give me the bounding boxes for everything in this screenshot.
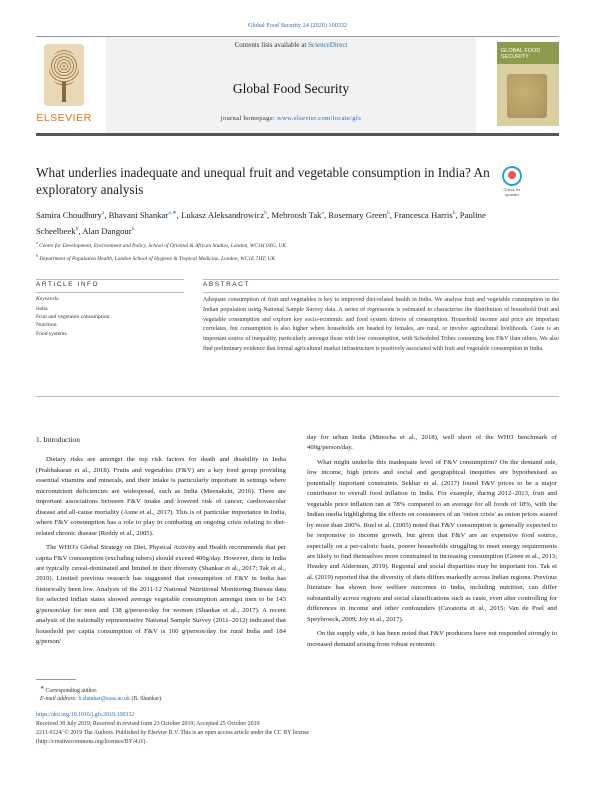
publisher-logo-text: ELSEVIER [36, 112, 92, 124]
body-paragraph: day for urban India (Minocha et al., 2018), well short of the WHO benchmark of 400g/person/day. [307, 434, 557, 452]
author-list: Samira Choudhury$^a$, Bhavani Shankar$^{a,∗}$, Lukasz Aleksandrowicz$^b$, Mehroosh Tak$^a$, Rosemary Green$^b$, Francesca Harris$^b$, Pauline Scheelbeek$^b$, Alan Dangour$^b$ [36, 209, 486, 236]
homepage-link[interactable]: www.elsevier.com/locate/gfs [277, 115, 362, 122]
journal-title: Global Food Security [232, 81, 350, 96]
abstract-bottom-rule [36, 396, 559, 397]
keywords-list [36, 305, 109, 338]
author[interactable]: Lukasz Aleksandrowicz$^b$ [181, 209, 268, 220]
keyword: Nutrition [36, 322, 57, 329]
body-column-left [36, 435, 286, 652]
affiliations [36, 238, 536, 264]
author[interactable]: Rosemary Green$^b$ [328, 209, 390, 220]
journal-homepage [106, 115, 476, 122]
body-paragraph: What might underlie this inadequate level of F&V consumption? On the demand side, low income, high prices and social and geographical inequities are hypothesised as potentially important constraints. Sekhar et al. (2017) found F&V prices to be a major contributor to overall food inflation in India. For example, during 2012–2013, fruit and vegetable price inflation ran at 78% compared to an average for all foods of 18%, with the Indian media highlighting the effects on consumers of an 'onion crisis' as onion prices soared by more than 200%. Ruel et al. (2005) noted that F&V consumption is generally expected to be responsive to income growth, but given that F&V are an expensive food source, especially on a per-caloric basis, poorer households struggling to meet energy requirements are likely to find themselves more constrained in increasing consumption (Green et al., 2013; Headey and Alderman, 2019). Regional and social disparities may be important too. Tak et al. (2019) reported that the diversity of diets differs markedly across Indian regions. Previous literature has shown how welfare outcomes in India, including nutrition, can differ substantially across regions and social classifications such as caste, even after controlling for differences in income and other confounders (Cavatorta et al., 2015; Van de Poel and Speybroeck, 2009; Joy et al., 2017). [307, 458, 557, 623]
journal-masthead [36, 36, 559, 136]
article-info-rule [36, 279, 184, 280]
affiliation: $^b$ Department of Population Health, London School of Hygiene & Tropical Medicine, London, WC1E 7HT, UK [36, 252, 276, 262]
contents-prefix: Contents lists available at [234, 41, 309, 49]
article-dates: Received 30 July 2019; Received in revised form 23 October 2019; Accepted 25 October 2019 [36, 720, 260, 727]
author[interactable]: Alan Dangour$^b$ [82, 225, 135, 236]
email-label: E-mail address: [40, 696, 77, 703]
license-url[interactable]: (http://creativecommons.org/licenses/BY/4.0/). [36, 738, 147, 745]
corresponding-author-footnote [40, 685, 163, 704]
article-metadata [36, 711, 456, 747]
cover-title: GLOBAL FOOD SECURITY [501, 48, 541, 60]
running-header[interactable]: Global Food Security 24 (2020) 100332 [247, 22, 348, 29]
abstract-rule-lower [203, 292, 559, 293]
body-paragraph: Dietary risks are amongst the top risk factors for death and disability in India (Prabhakaran et al., 2018). Fruits and vegetables (F&V) are a key food group providing essential vitamins and minerals, and their intake is particularly important in settings where micronutrient deficiencies are widespread, such as India (Meenakshi, 2016). There are important associations between F&V intake and lowered risk of cancer, cardiovascular disease and all-cause mortality (Aune et al., 2017). This is of particular importance in India, where F&V consumption has a role to play in combating an ongoing crisis relating to diet-related chronic disease (Reddy et al., 2005). [36, 456, 286, 537]
affiliation: $^a$ Centre for Development, Environment and Policy, School of Oriental & African Studies, London, WC1H 0XG, UK [36, 240, 286, 249]
crossmark-icon [502, 166, 522, 186]
author[interactable]: Samira Choudhury$^a$ [36, 209, 105, 220]
crossmark-label: Check for updates [503, 187, 521, 197]
homepage-prefix: journal homepage: [220, 115, 278, 122]
elsevier-logo [36, 42, 92, 126]
email-link[interactable]: b.shankar@soas.ac.uk [78, 696, 130, 703]
keywords-label: Keywords: [36, 296, 61, 302]
keyword: Fruit and vegetable consumption [36, 314, 110, 321]
body-paragraph: The WHO's Global Strategy on Diet, Physical Activity and Health recommends that per capita F&V consumption (excluding tubers) should exceed 400g/day. However, diets in India are typically cereal-dominated and limited in their diversity (Shankar et al., 2017; Tak et al., 2019). Limited previous research has suggested that consumption of F&V in India has historically been low. Analysis of the 2011-12 National Nutritional Monitoring Bureau data for selected Indian states showed average vegetable consumption amongst men to be 143 g/person/day for men and 138 g/person/day for women (Shankar et al., 2017). A recent analysis of the nationally representative National Sample Survey (2011–2012) indicated that household per capita consumption of F&V is 160 g/person/day for rural India and 184 g/person/ [36, 544, 286, 646]
tree-logo-icon [44, 44, 84, 106]
doi-link[interactable]: https://doi.org/10.1016/j.gfs.2019.100332 [36, 712, 135, 718]
contents-line [106, 41, 476, 49]
sciencedirect-link[interactable]: ScienceDirect [308, 41, 348, 49]
article-info-heading: ARTICLE INFO [36, 281, 100, 288]
article-title: What underlies inadequate and unequal fruit and vegetable consumption in India? An exploratory analysis [36, 165, 490, 197]
author[interactable]: Pauline Scheelbeek$^b$ [36, 209, 486, 236]
check-for-updates-button[interactable] [501, 166, 523, 200]
abstract-text: Adequate consumption of fruit and vegetables is key to improved diet-related health in India. We analyse fruit and vegetable consumption in the Indian population using National Sample Survey data. A series of regressions is estimated to characterise the distribution of household fruit and vegetable consumption and explore key socio-economic and food system drivers of consumption. Household income and price are important correlates, but consumption is also higher where households are headed by females, are rural, or involve agricultural livelihoods. Caste is an important source of inequality, particularly amongst those with low consumption, with Scheduled Tribes consuming less F&V than others. We also find preliminary evidence that formal agricultural market infrastructure is positively associated with fruit and vegetable consumption in India. [203, 297, 559, 352]
masthead-center [106, 37, 476, 133]
footnote-marker: ∗ [40, 686, 45, 691]
author[interactable]: Mehroosh Tak$^a$ [271, 209, 324, 220]
author[interactable]: Francesca Harris$^b$ [394, 209, 456, 220]
keyword: Food systems [36, 330, 67, 337]
license-text: 2211-9124/ © 2019 The Authors. Published by Elsevier B.V. This is an open access article under the CC BY license [36, 729, 310, 736]
footnote-rule [36, 679, 76, 680]
keyword: India [36, 306, 48, 312]
footnote-text: Corresponding author. [45, 687, 98, 694]
body-column-right [307, 433, 557, 654]
abstract-rule [203, 279, 559, 280]
email-suffix: (B. Shankar). [131, 696, 163, 703]
cover-image [507, 74, 547, 118]
author[interactable]: Bhavani Shankar$^{a,∗}$ [108, 209, 177, 220]
article-info-rule-lower [36, 292, 184, 293]
abstract-heading: ABSTRACT [203, 281, 250, 288]
body-paragraph: On the supply side, it has been noted that F&V producers have not responded strongly to increased demand arising from robust economic [307, 630, 557, 648]
section-heading: 1. Introduction [36, 435, 80, 444]
journal-cover-thumbnail [497, 42, 559, 126]
